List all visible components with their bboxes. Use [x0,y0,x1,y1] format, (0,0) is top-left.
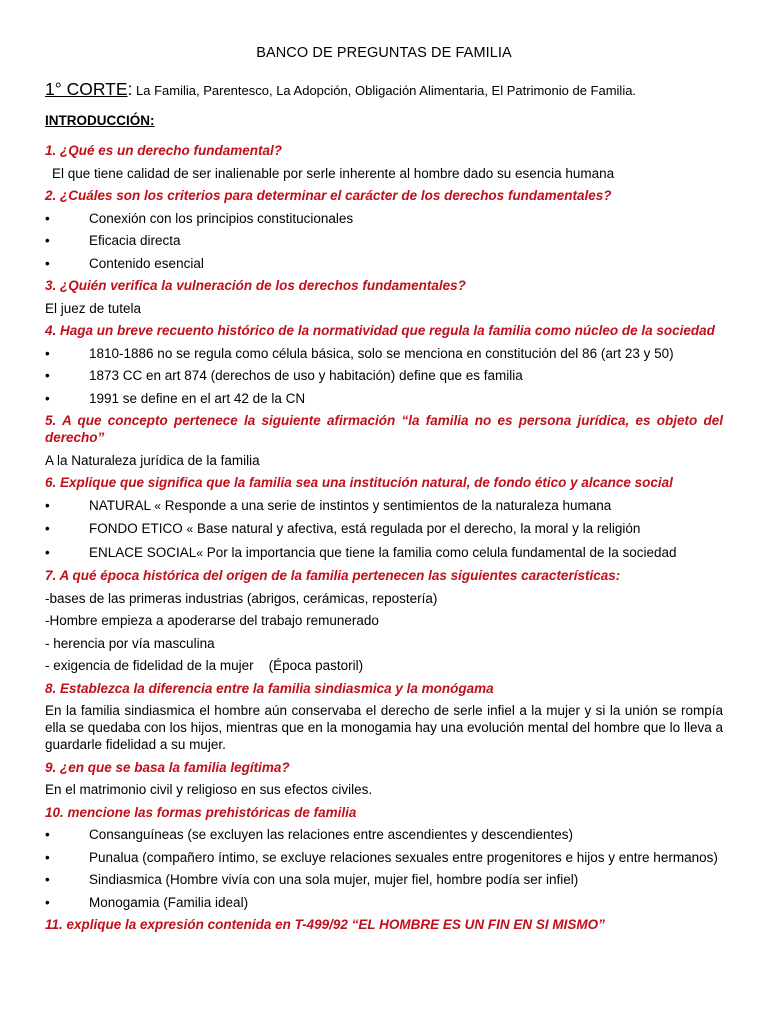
list-item-text: 1991 se define en el art 42 de la CN [89,390,306,406]
term: NATURAL [89,497,155,513]
question-5: 5. A que concepto pertenece la siguiente afirmación “la familia no es persona jurídica, es objeto del derecho” [45,413,723,445]
arrow-icon: « [186,522,194,536]
answer-8: En la familia sindiasmica el hombre aún conservaba el derecho de serle infiel a la mujer y si la unión se rompía ella se quedaba con los hijos, mientras que en la monogamia hay una evolución mental del hombre que lo lleva a guardarle fidelidad a su mujer. [45,703,723,752]
list-item [45,497,723,515]
list-item-text: Punalua (compañero íntimo, se excluye relaciones sexuales entre progenitores e hijos y entre hermanos) [89,849,718,865]
answer-line: - herencia por vía masculina [45,635,215,651]
list-item [45,849,723,866]
question-6: 6. Explique que significa que la familia sea una institución natural, de fondo ético y alcance social [45,475,673,490]
answer-9: En el matrimonio civil y religioso en sus efectos civiles. [45,782,373,797]
list-item [45,826,723,843]
question-3: 3. ¿Quién verifica la vulneración de los derechos fundamentales? [45,278,466,293]
term-description: Por la importancia que tiene la familia como celula fundamental de la sociedad [202,544,677,560]
answer-line: -Hombre empieza a apoderarse del trabajo remunerado [45,613,379,628]
list-item [45,544,723,562]
answer-3: El juez de tutela [45,300,142,316]
list-item-text: 1810-1886 no se regula como célula básica, solo se menciona en constitución del 86 (art 23 y 50) [89,345,674,361]
list-item [45,232,723,249]
bullet: • [45,233,50,248]
arrow-icon: « [154,498,161,513]
bullet: • [45,849,50,865]
question-11: 11. explique la expresión contenida en T-499/92 “EL HOMBRE ES UN FIN EN SI MISMO” [45,917,605,932]
list-item [45,255,723,272]
question-2: 2. ¿Cuáles son los criterios para determinar el carácter de los derechos fundamentales? [45,188,612,203]
list-item [45,894,723,911]
document-title: BANCO DE PREGUNTAS DE FAMILIA [256,45,512,61]
list-item [45,367,723,384]
bullet: • [45,827,50,842]
bullet: • [45,544,50,560]
question-7: 7. A qué época histórica del origen de la familia pertenecen las siguientes características: [45,568,621,583]
bullet: • [45,210,50,226]
answer-line: - exigencia de fidelidad de la mujer (Época pastoril) [45,658,364,673]
list-item-text: Contenido esencial [89,255,204,271]
list-item [45,871,723,888]
bullet: • [45,521,50,536]
bullet: • [45,368,50,383]
questions-section [45,142,723,939]
question-4: 4. Haga un breve recuento histórico de la normatividad que regula la familia como núcleo de la sociedad [45,323,715,338]
list-item-text: Conexión con los principios constitucionales [89,210,354,226]
question-8: 8. Establezca la diferencia entre la familia sindiasmica y la monógama [45,680,494,696]
answer-1: El que tiene calidad de ser inalienable por serle inherente al hombre dado su esencia humana [52,165,615,181]
answer-5: A la Naturaleza jurídica de la familia [45,452,260,468]
list-item [45,520,723,538]
corte-separator: : [127,79,133,99]
answer-line: -bases de las primeras industrias (abrigos, cerámicas, repostería) [45,590,438,606]
list-item-text: Sindiasmica (Hombre vivía con una sola mujer, mujer fiel, hombre podía ser infiel) [89,872,579,887]
term: FONDO ETICO [89,521,187,536]
list-item [45,210,723,227]
list-item [45,345,723,362]
term-description: Responde a una serie de instintos y sentimientos de la naturaleza humana [160,497,612,513]
question-1: 1. ¿Qué es un derecho fundamental? [45,143,283,158]
list-item-text: Monogamia (Familia ideal) [89,894,249,910]
term: ENLACE SOCIAL [89,544,197,560]
bullet: • [45,872,50,887]
corte-topics: La Familia, Parentesco, La Adopción, Obligación Alimentaria, El Patrimonio de Familia. [132,83,637,98]
bullet: • [45,345,50,361]
term-description: Base natural y afectiva, está regulada por el derecho, la moral y la religión [193,521,641,536]
bullet: • [45,255,50,271]
question-10: 10. mencione las formas prehistóricas de familia [45,804,357,820]
list-item-text: Consanguíneas (se excluyen las relaciones entre ascendientes y descendientes) [89,827,574,842]
corte-heading: 1° CORTE [45,79,128,99]
list-item-text: 1873 CC en art 874 (derechos de uso y habitación) define que es familia [89,368,523,383]
intro-heading: INTRODUCCIÓN: [45,113,155,128]
list-item [45,390,723,407]
bullet: • [45,390,50,406]
bullet: • [45,497,50,513]
bullet: • [45,894,50,910]
corte-line [45,79,636,100]
list-item-text: Eficacia directa [89,233,181,248]
question-9: 9. ¿en que se basa la familia legítima? [45,759,290,775]
arrow-icon: « [196,545,203,560]
